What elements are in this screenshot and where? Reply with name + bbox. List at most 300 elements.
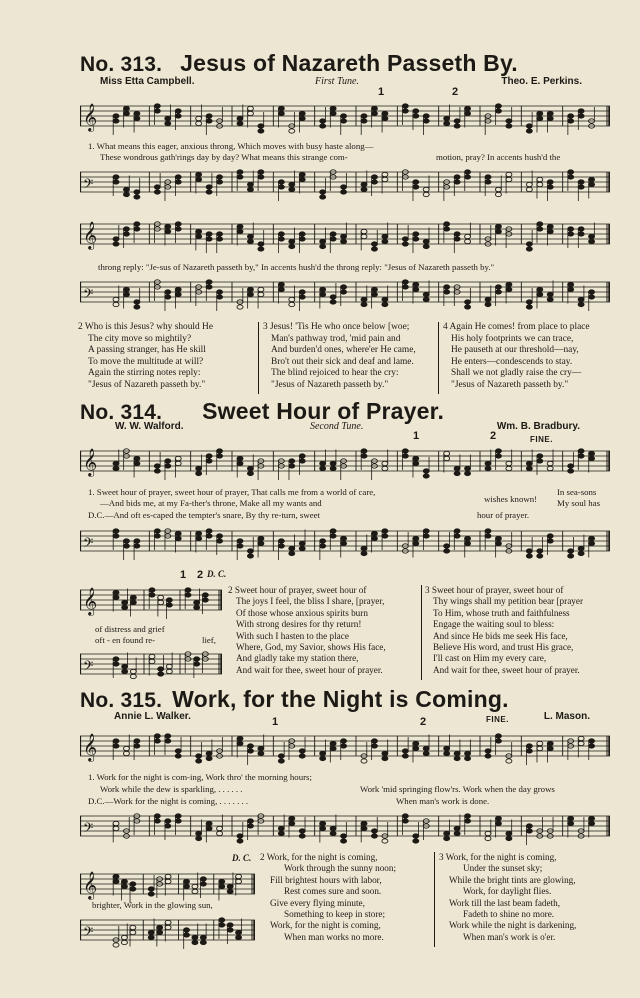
note-head: [192, 940, 198, 944]
note-head: [123, 111, 129, 115]
note-head: [361, 234, 367, 238]
note-head: [175, 461, 181, 465]
note-head: [206, 232, 212, 236]
note-head: [320, 124, 326, 128]
verse-line: And since He bids me seek His face,: [433, 630, 568, 641]
note-head: [148, 892, 154, 896]
note-head: [299, 829, 305, 833]
verse-line: The city move so mightily?: [88, 333, 192, 344]
note-head: [341, 185, 347, 189]
note-head: [134, 222, 140, 226]
note-head: [289, 302, 295, 306]
note-head: [299, 290, 305, 294]
lyric-line: In sea-sons: [557, 487, 597, 497]
note-head: [165, 734, 171, 738]
note-head: [206, 756, 212, 760]
note-head: [485, 534, 491, 538]
tune-label: Second Tune.: [310, 421, 364, 432]
treble-clef-icon: 𝄞: [83, 871, 98, 899]
note-head: [247, 182, 253, 186]
note-head: [196, 831, 202, 835]
note-head: [247, 466, 253, 470]
verse-3: [263, 322, 416, 392]
verse-4: [443, 322, 590, 392]
lyric-line: 1. Work for the night is com-ing, Work thro' the morning hours;: [88, 772, 312, 782]
note-head: [206, 821, 212, 825]
note-head: [413, 741, 419, 745]
note-head: [413, 536, 419, 540]
note-head: [206, 237, 212, 241]
note-head: [506, 172, 512, 176]
note-head: [320, 195, 326, 199]
note-head: [589, 816, 595, 820]
note-head: [495, 290, 501, 294]
note-head: [206, 114, 212, 118]
note-head: [382, 239, 388, 243]
note-head: [175, 180, 181, 184]
verse-line: 3 Work, for the night is coming,: [439, 852, 557, 862]
note-head: [578, 449, 584, 453]
note-head: [341, 114, 347, 118]
note-head: [258, 746, 264, 750]
note-head: [547, 461, 553, 465]
note-head: [371, 247, 377, 251]
note-head: [568, 821, 574, 825]
note-head: [122, 600, 128, 604]
verse-line: Again the stirring notes reply:: [88, 368, 201, 379]
note-head: [278, 826, 284, 830]
note-head: [192, 884, 198, 888]
note-head: [320, 751, 326, 755]
second-ending-label: 2: [420, 716, 427, 728]
note-head: [206, 190, 212, 194]
note-head: [113, 739, 119, 743]
note-head: [341, 541, 347, 545]
note-head: [130, 930, 136, 934]
note-head: [113, 466, 119, 470]
note-head: [330, 741, 336, 745]
note-head: [217, 237, 223, 241]
note-head: [196, 531, 202, 535]
note-head: [289, 187, 295, 191]
note-head: [149, 659, 155, 663]
note-head: [196, 759, 202, 763]
second-ending-label: 2: [490, 430, 497, 442]
verse-line: While the bright tints are glowing,: [449, 874, 576, 885]
verse-2: [260, 852, 396, 943]
note-head: [154, 469, 160, 473]
note-head: [154, 109, 160, 113]
note-head: [330, 232, 336, 236]
note-head: [134, 111, 140, 115]
note-head: [149, 588, 155, 592]
note-head: [465, 756, 471, 760]
staff: [80, 216, 610, 256]
note-head: [495, 104, 501, 108]
note-head: [402, 104, 408, 108]
hymn-number: No. 314.: [80, 401, 163, 424]
note-head: [589, 456, 595, 460]
note-head: [589, 739, 595, 743]
verse-line: The joys I feel, the bliss I share, [prayer,: [236, 596, 385, 607]
note-head: [113, 590, 119, 594]
note-head: [506, 177, 512, 181]
note-head: [526, 749, 532, 753]
note-head: [237, 741, 243, 745]
note-head: [547, 741, 553, 745]
note-head: [236, 879, 242, 883]
note-head: [175, 456, 181, 460]
hymn-314-system-1-treble: [80, 443, 610, 483]
bass-clef-icon: 𝄢: [83, 924, 94, 943]
note-head: [361, 546, 367, 550]
note-head: [568, 170, 574, 174]
lyric-line: Work while the dew is sparkling, . . . . . .: [100, 784, 243, 794]
note-head: [495, 229, 501, 233]
note-head: [465, 175, 471, 179]
note-head: [123, 751, 129, 755]
note-head: [113, 119, 119, 123]
note-head: [196, 177, 202, 181]
note-head: [330, 529, 336, 533]
note-head: [134, 539, 140, 543]
note-head: [578, 114, 584, 118]
note-head: [185, 588, 191, 592]
note-head: [506, 461, 512, 465]
note-head: [121, 940, 127, 944]
note-head: [589, 821, 595, 825]
note-head: [382, 172, 388, 176]
note-head: [589, 290, 595, 294]
note-head: [423, 297, 429, 301]
note-head: [217, 454, 223, 458]
note-head: [423, 292, 429, 296]
note-head: [123, 292, 129, 296]
note-head: [192, 889, 198, 893]
verse-line: 3 Jesus! 'Tis He who once below [woe;: [263, 322, 410, 332]
note-head: [278, 539, 284, 543]
lyric-line: D.C.—Work for the night is coming, . . . . . . .: [88, 796, 249, 806]
note-head: [444, 831, 450, 835]
note-head: [258, 536, 264, 540]
note-head: [423, 751, 429, 755]
note-head: [130, 595, 136, 599]
note-head: [341, 285, 347, 289]
note-head: [537, 292, 543, 296]
note-head: [258, 247, 264, 251]
note-head: [578, 297, 584, 301]
note-head: [371, 834, 377, 838]
note-head: [113, 242, 119, 246]
note-head: [382, 111, 388, 115]
note-head: [196, 471, 202, 475]
note-head: [413, 180, 419, 184]
second-ending-label: 2: [197, 569, 204, 581]
note-head: [113, 529, 119, 533]
note-head: [247, 824, 253, 828]
note-head: [423, 474, 429, 478]
note-head: [413, 109, 419, 113]
verse-line: His holy footprints we can trace,: [451, 333, 574, 344]
note-head: [506, 831, 512, 835]
note-head: [289, 244, 295, 248]
note-head: [361, 454, 367, 458]
first-ending-label: 1: [378, 86, 385, 98]
note-head: [506, 836, 512, 840]
note-head: [371, 536, 377, 540]
note-head: [206, 119, 212, 123]
note-head: [454, 751, 460, 755]
note-head: [537, 222, 543, 226]
lyric-line: When man's work is done.: [396, 796, 490, 806]
verse-line: And burden'd ones, where'er He came,: [271, 345, 416, 356]
note-head: [158, 600, 164, 604]
note-head: [175, 749, 181, 753]
note-head: [299, 454, 305, 458]
note-head: [413, 839, 419, 843]
note-head: [113, 297, 119, 301]
note-head: [454, 180, 460, 184]
note-head: [423, 114, 429, 118]
note-head: [184, 879, 190, 883]
note-head: [113, 114, 119, 118]
note-head: [123, 187, 129, 191]
note-head: [113, 595, 119, 599]
note-head: [165, 874, 171, 878]
staff: [80, 808, 610, 848]
note-head: [175, 814, 181, 818]
verse-line: Engage the waiting soul to bless:: [433, 619, 555, 630]
treble-clef-icon: 𝄞: [83, 103, 98, 131]
note-head: [547, 224, 553, 228]
note-head: [166, 669, 172, 673]
note-head: [278, 287, 284, 291]
note-head: [196, 234, 202, 238]
note-head: [423, 746, 429, 750]
note-head: [289, 129, 295, 133]
note-head: [382, 177, 388, 181]
treble-clef-icon: 𝄞: [83, 587, 98, 615]
note-head: [578, 736, 584, 740]
note-head: [465, 541, 471, 545]
note-head: [361, 759, 367, 763]
verse-line: Fadeth to shine no more.: [463, 909, 555, 920]
note-head: [465, 751, 471, 755]
note-head: [165, 925, 171, 929]
note-head: [165, 121, 171, 125]
dc-label: D. C.: [207, 569, 227, 579]
note-head: [113, 874, 119, 878]
lyric-line: These wondrous gath'rings day by day? What means this strange com-: [100, 152, 348, 162]
note-head: [278, 831, 284, 835]
note-head: [485, 529, 491, 533]
hymn-314-credits: [100, 421, 610, 435]
note-head: [578, 551, 584, 555]
note-head: [413, 541, 419, 545]
note-head: [402, 819, 408, 823]
note-head: [258, 170, 264, 174]
lyric-line: throng reply: "Je-sus of Nazareth passeth by," In accents hush'd the throng reply: "Jesus of Nazareth passeth by.": [98, 262, 495, 272]
note-head: [371, 242, 377, 246]
note-head: [184, 928, 190, 932]
note-head: [175, 531, 181, 535]
verse-line: 2 Work, for the night is coming,: [260, 852, 378, 862]
note-head: [278, 232, 284, 236]
note-head: [289, 551, 295, 555]
column-divider: [438, 322, 439, 394]
note-head: [444, 456, 450, 460]
note-head: [217, 232, 223, 236]
note-head: [278, 544, 284, 548]
note-head: [361, 821, 367, 825]
note-head: [200, 877, 206, 881]
lyric-line: oft - en found re-: [95, 635, 156, 645]
lyric-line: lief,: [202, 635, 216, 645]
note-head: [526, 466, 532, 470]
note-head: [371, 106, 377, 110]
note-head: [130, 882, 136, 886]
note-head: [237, 224, 243, 228]
note-head: [485, 180, 491, 184]
note-head: [237, 539, 243, 543]
column-divider: [258, 322, 259, 394]
note-head: [485, 754, 491, 758]
hymn-313-system-1-treble: [80, 98, 610, 138]
note-head: [278, 237, 284, 241]
hymn-313-system-1-bass: [80, 164, 610, 204]
lyric-line: My soul has: [557, 498, 601, 508]
note-head: [341, 234, 347, 238]
note-head: [568, 816, 574, 820]
note-head: [123, 227, 129, 231]
note-head: [526, 824, 532, 828]
verse-line: To move the multitude at will?: [88, 356, 204, 367]
staff: [80, 164, 610, 204]
note-head: [258, 292, 264, 296]
note-head: [247, 287, 253, 291]
note-head: [227, 928, 233, 932]
note-head: [526, 182, 532, 186]
note-head: [495, 454, 501, 458]
note-head: [568, 114, 574, 118]
note-head: [568, 549, 574, 553]
verse-line: Under the sunset sky;: [463, 863, 543, 874]
verse-line: "Jesus of Nazareth passeth by.": [271, 379, 389, 390]
note-head: [289, 546, 295, 550]
note-head: [330, 111, 336, 115]
note-head: [485, 466, 491, 470]
note-head: [299, 754, 305, 758]
note-head: [568, 464, 574, 468]
music-composer: L. Mason.: [543, 711, 590, 722]
note-head: [341, 536, 347, 540]
note-head: [330, 534, 336, 538]
note-head: [444, 222, 450, 226]
note-head: [320, 466, 326, 470]
verse-line: 2 Sweet hour of prayer, sweet hour of: [228, 585, 367, 595]
note-head: [217, 180, 223, 184]
note-head: [278, 111, 284, 115]
note-head: [175, 754, 181, 758]
hymn-313-title: [80, 50, 610, 77]
note-head: [589, 541, 595, 545]
note-head: [134, 744, 140, 748]
note-head: [165, 116, 171, 120]
note-head: [361, 551, 367, 555]
note-head: [423, 534, 429, 538]
note-head: [278, 759, 284, 763]
note-head: [134, 195, 140, 199]
note-head: [148, 935, 154, 939]
note-head: [289, 239, 295, 243]
note-head: [568, 282, 574, 286]
note-head: [237, 736, 243, 740]
note-head: [299, 546, 305, 550]
note-head: [413, 282, 419, 286]
note-head: [247, 744, 253, 748]
note-head: [454, 826, 460, 830]
note-head: [206, 285, 212, 289]
note-head: [444, 227, 450, 231]
note-head: [547, 539, 553, 543]
note-head: [341, 119, 347, 123]
note-head: [361, 119, 367, 123]
staff: [80, 728, 610, 768]
note-head: [157, 930, 163, 934]
note-head: [236, 930, 242, 934]
note-head: [299, 541, 305, 545]
note-head: [247, 292, 253, 296]
note-head: [402, 242, 408, 246]
note-head: [206, 826, 212, 830]
note-head: [113, 461, 119, 465]
lyric-line: D.C.—And oft es-caped the tempter's snare, By thy re-turn, sweet: [88, 510, 320, 520]
note-head: [578, 741, 584, 745]
note-head: [537, 227, 543, 231]
note-head: [454, 831, 460, 835]
note-head: [247, 111, 253, 115]
note-head: [165, 229, 171, 233]
note-head: [506, 124, 512, 128]
staff: [80, 274, 610, 314]
note-head: [175, 109, 181, 113]
note-head: [413, 461, 419, 465]
note-head: [148, 930, 154, 934]
note-head: [166, 598, 172, 602]
note-head: [495, 734, 501, 738]
verse-line: Work, for daylight flies.: [463, 886, 552, 897]
note-head: [578, 185, 584, 189]
note-head: [247, 554, 253, 558]
hymn-number: No. 315.: [80, 689, 163, 712]
note-head: [217, 175, 223, 179]
note-head: [299, 749, 305, 753]
note-head: [371, 531, 377, 535]
note-head: [113, 302, 119, 306]
note-head: [526, 187, 532, 191]
note-head: [506, 466, 512, 470]
note-head: [200, 940, 206, 944]
note-head: [320, 287, 326, 291]
verse-line: And wait for thee, sweet hour of prayer.: [433, 664, 580, 675]
note-head: [237, 170, 243, 174]
note-head: [537, 111, 543, 115]
note-head: [589, 239, 595, 243]
note-head: [589, 234, 595, 238]
note-head: [589, 536, 595, 540]
note-head: [134, 305, 140, 309]
note-head: [371, 111, 377, 115]
